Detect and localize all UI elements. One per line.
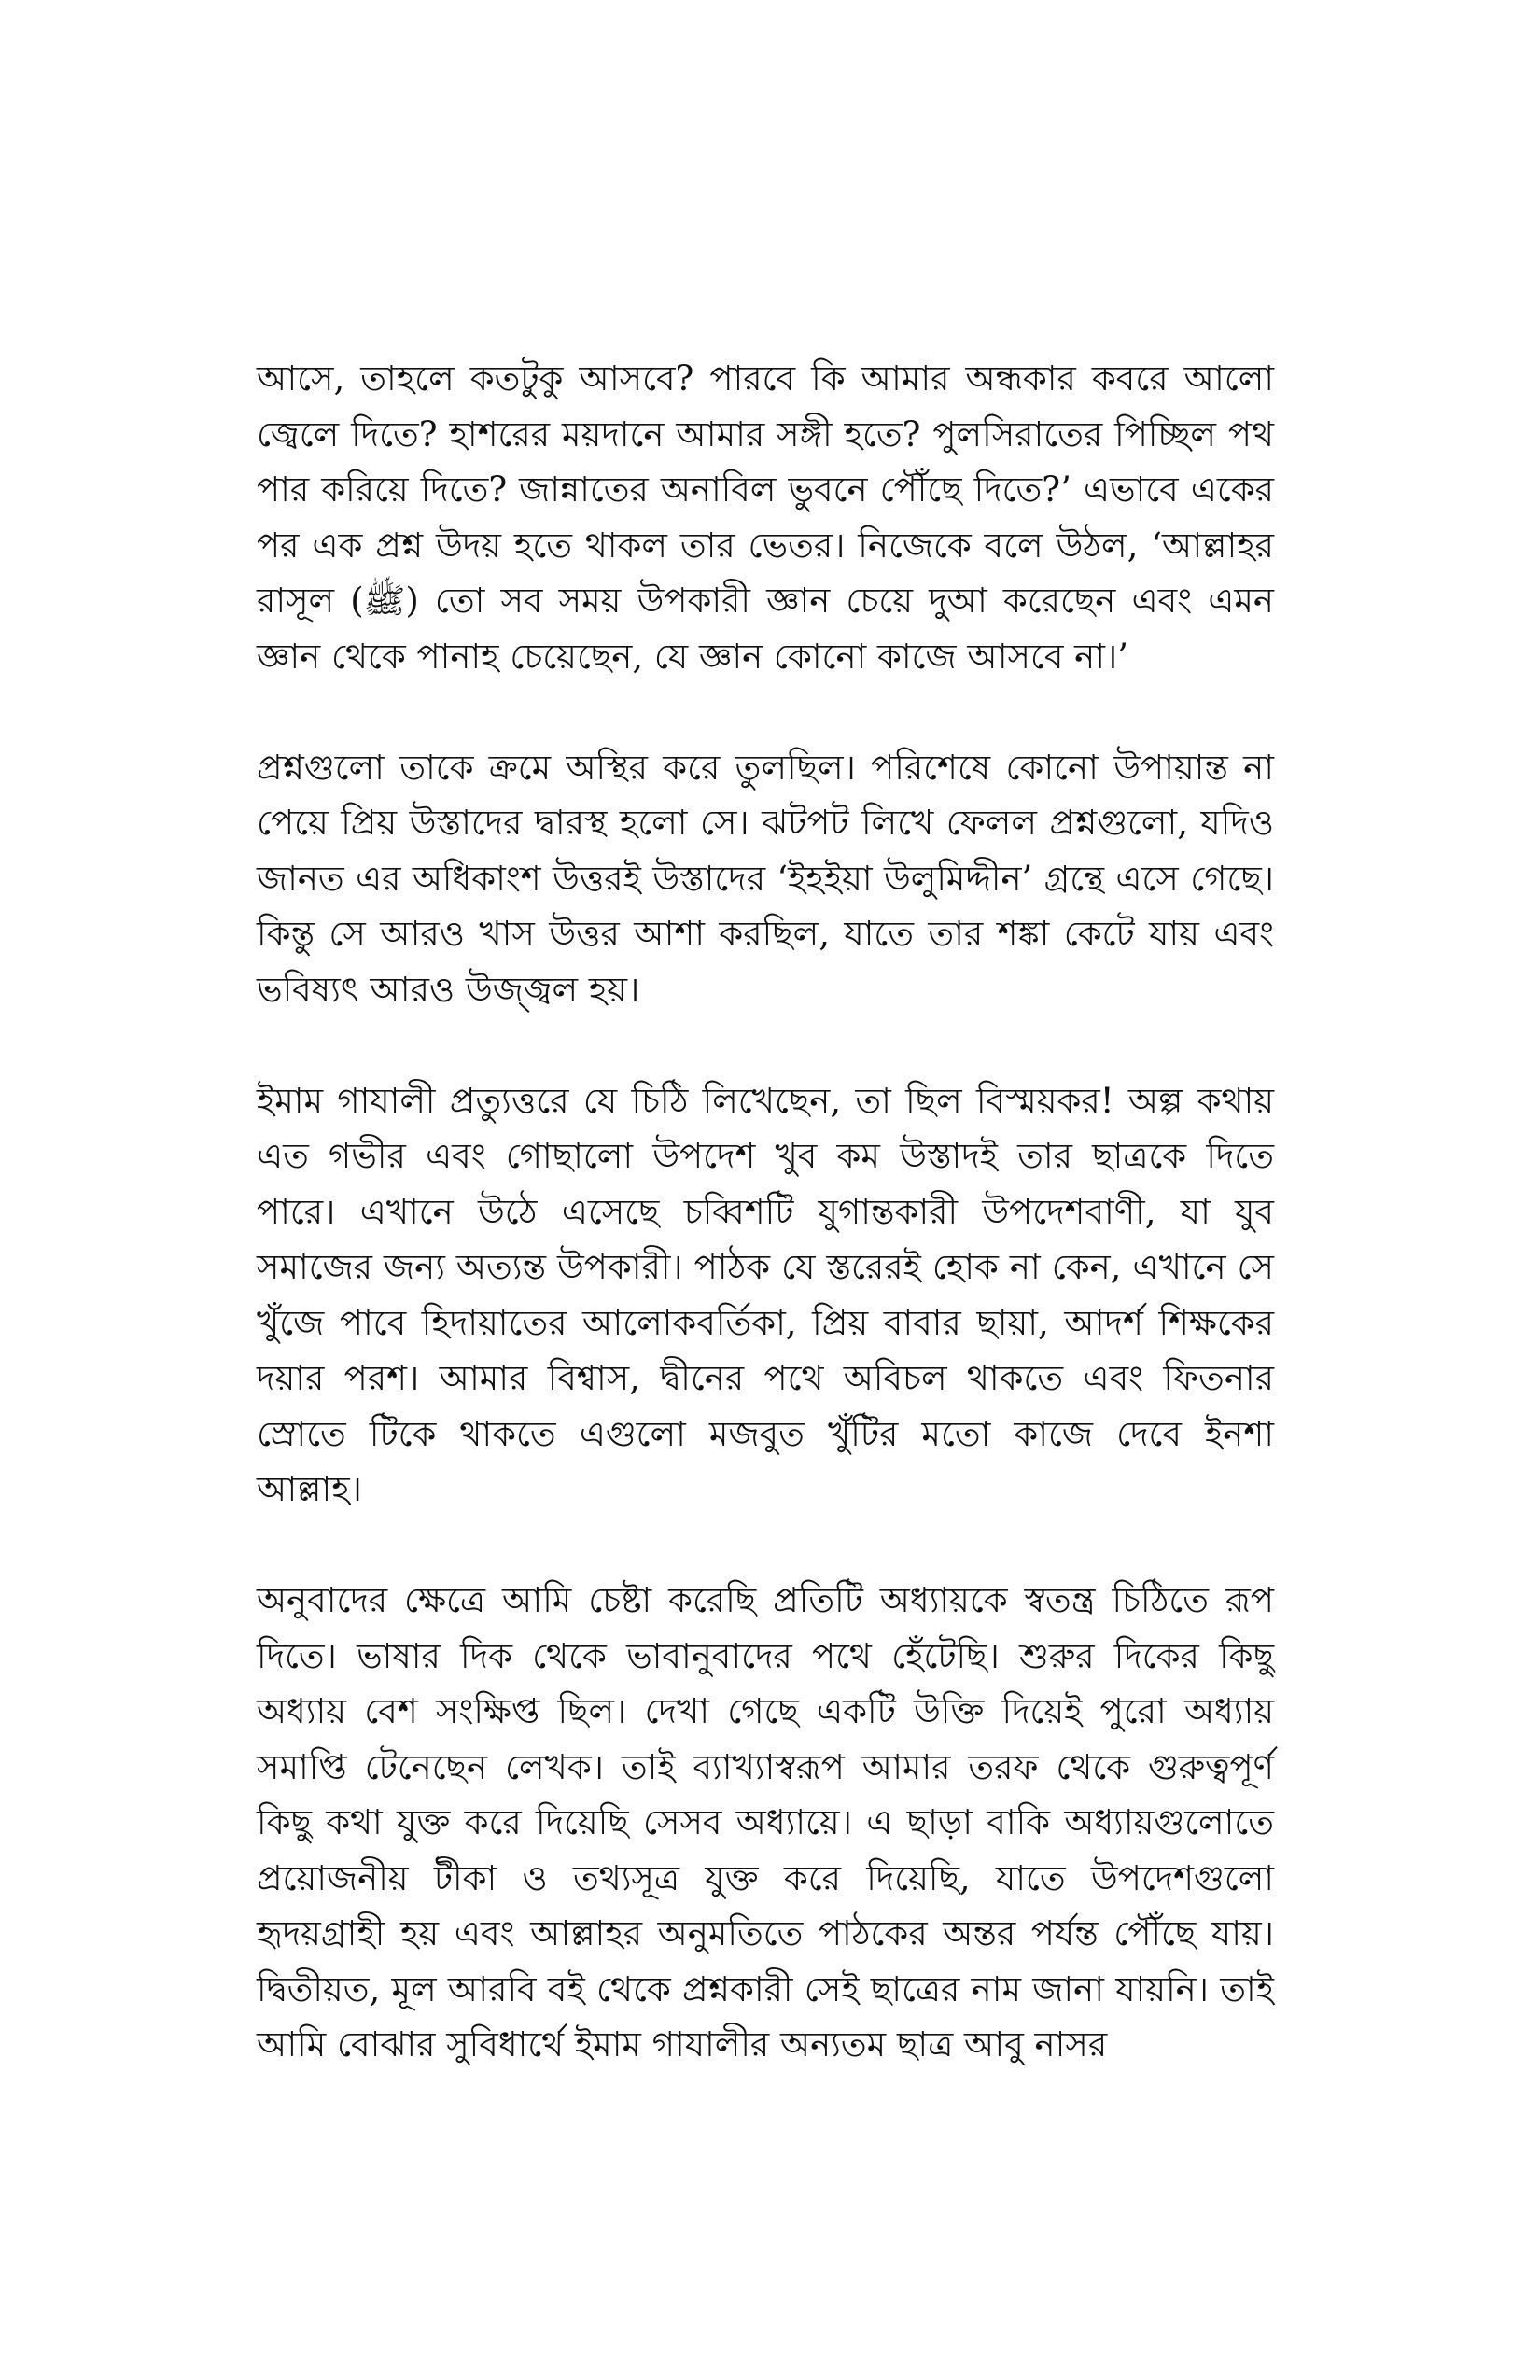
paragraph-2: প্রশ্নগুলো তাকে ক্রমে অস্থির করে তুলছিল। পরিশেষে কোনো উপায়ান্ত না পেয়ে প্রিয় উস্তাদের দ্বারস্থ হলো সে। ঝটপট লিখে ফেলল প্রশ্নগুলো, যদিও জানত এর অধিকাংশ উত্তরই উস্তাদের ‘ইহইয়া উলুমিদ্দীন’ গ্রন্থে এসে গেছে। কিন্তু সে আরও খাস উত্তর আশা করছিল, যাতে তার শঙ্কা কেটে যায় এবং ভবিষ্যৎ আরও উজ্জ্বল হয়। (257, 747, 1274, 1010)
paragraph-1: আসে, তাহলে কতটুকু আসবে? পারবে কি আমার অন্ধকার কবরে আলো জ্বেলে দিতে? হাশরের ময়দানে আমার সঙ্গী হতে? পুলসিরাতের পিচ্ছিল পথ পার করিয়ে দিতে? জান্নাতের অনাবিল ভুবনে পৌঁছে দিতে?’ এভাবে একের পর এক প্রশ্ন উদয় হতে থাকল তার ভেতর। নিজেকে বলে উঠল, ‘আল্লাহর রাসূল (ﷺ) তো সব সময় উপকারী জ্ঞান চেয়ে দুআ করেছেন এবং এমন জ্ঞান থেকে পানাহ চেয়েছেন, যে জ্ঞান কোনো কাজে আসবে না।’ (257, 358, 1274, 677)
body-text (257, 351, 1274, 2073)
paragraph-4: অনুবাদের ক্ষেত্রে আমি চেষ্টা করেছি প্রতিটি অধ্যায়কে স্বতন্ত্র চিঠিতে রূপ দিতে। ভাষার দিক থেকে ভাবানুবাদের পথে হেঁটেছি। শুরুর দিকের কিছু অধ্যায় বেশ সংক্ষিপ্ত ছিল। দেখা গেছে একটি উক্তি দিয়েই পুরো অধ্যায় সমাপ্তি টেনেছেন লেখক। তাই ব্যাখ্যাস্বরূপ আমার তরফ থেকে গুরুত্বপূর্ণ কিছু কথা যুক্ত করে দিয়েছি সেসব অধ্যায়ে। এ ছাড়া বাকি অধ্যায়গুলোতে প্রয়োজনীয় টীকা ও তথ্যসূত্র যুক্ত করে দিয়েছি, যাতে উপদেশগুলো হৃদয়গ্রাহী হয় এবং আল্লাহর অনুমতিতে পাঠকের অন্তর পর্যন্ত পৌঁছে যায়। দ্বিতীয়ত, মূল আরবি বই থেকে প্রশ্নকারী সেই ছাত্রের নাম জানা যায়নি। তাই আমি বোঝার সুবিধার্থে ইমাম গাযালীর অন্যতম ছাত্র আবু নাসর (257, 1580, 1274, 2065)
paragraph-3: ইমাম গাযালী প্রত্যুত্তরে যে চিঠি লিখেছেন, তা ছিল বিস্ময়কর! অল্প কথায় এত গভীর এবং গোছালো উপদেশ খুব কম উস্তাদই তার ছাত্রকে দিতে পারে। এখানে উঠে এসেছে চব্বিশটি যুগান্তকারী উপদেশবাণী, যা যুব সমাজের জন্য অত্যন্ত উপকারী। পাঠক যে স্তরেরই হোক না কেন, এখানে সে খুঁজে পাবে হিদায়াতের আলোকবর্তিকা, প্রিয় বাবার ছায়া, আদর্শ শিক্ষকের দয়ার পরশ। আমার বিশ্বাস, দ্বীনের পথে অবিচল থাকতে এবং ফিতনার স্রোতে টিকে থাকতে এগুলো মজবুত খুঁটির মতো কাজে দেবে ইনশা আল্লাহ। (257, 1080, 1274, 1509)
